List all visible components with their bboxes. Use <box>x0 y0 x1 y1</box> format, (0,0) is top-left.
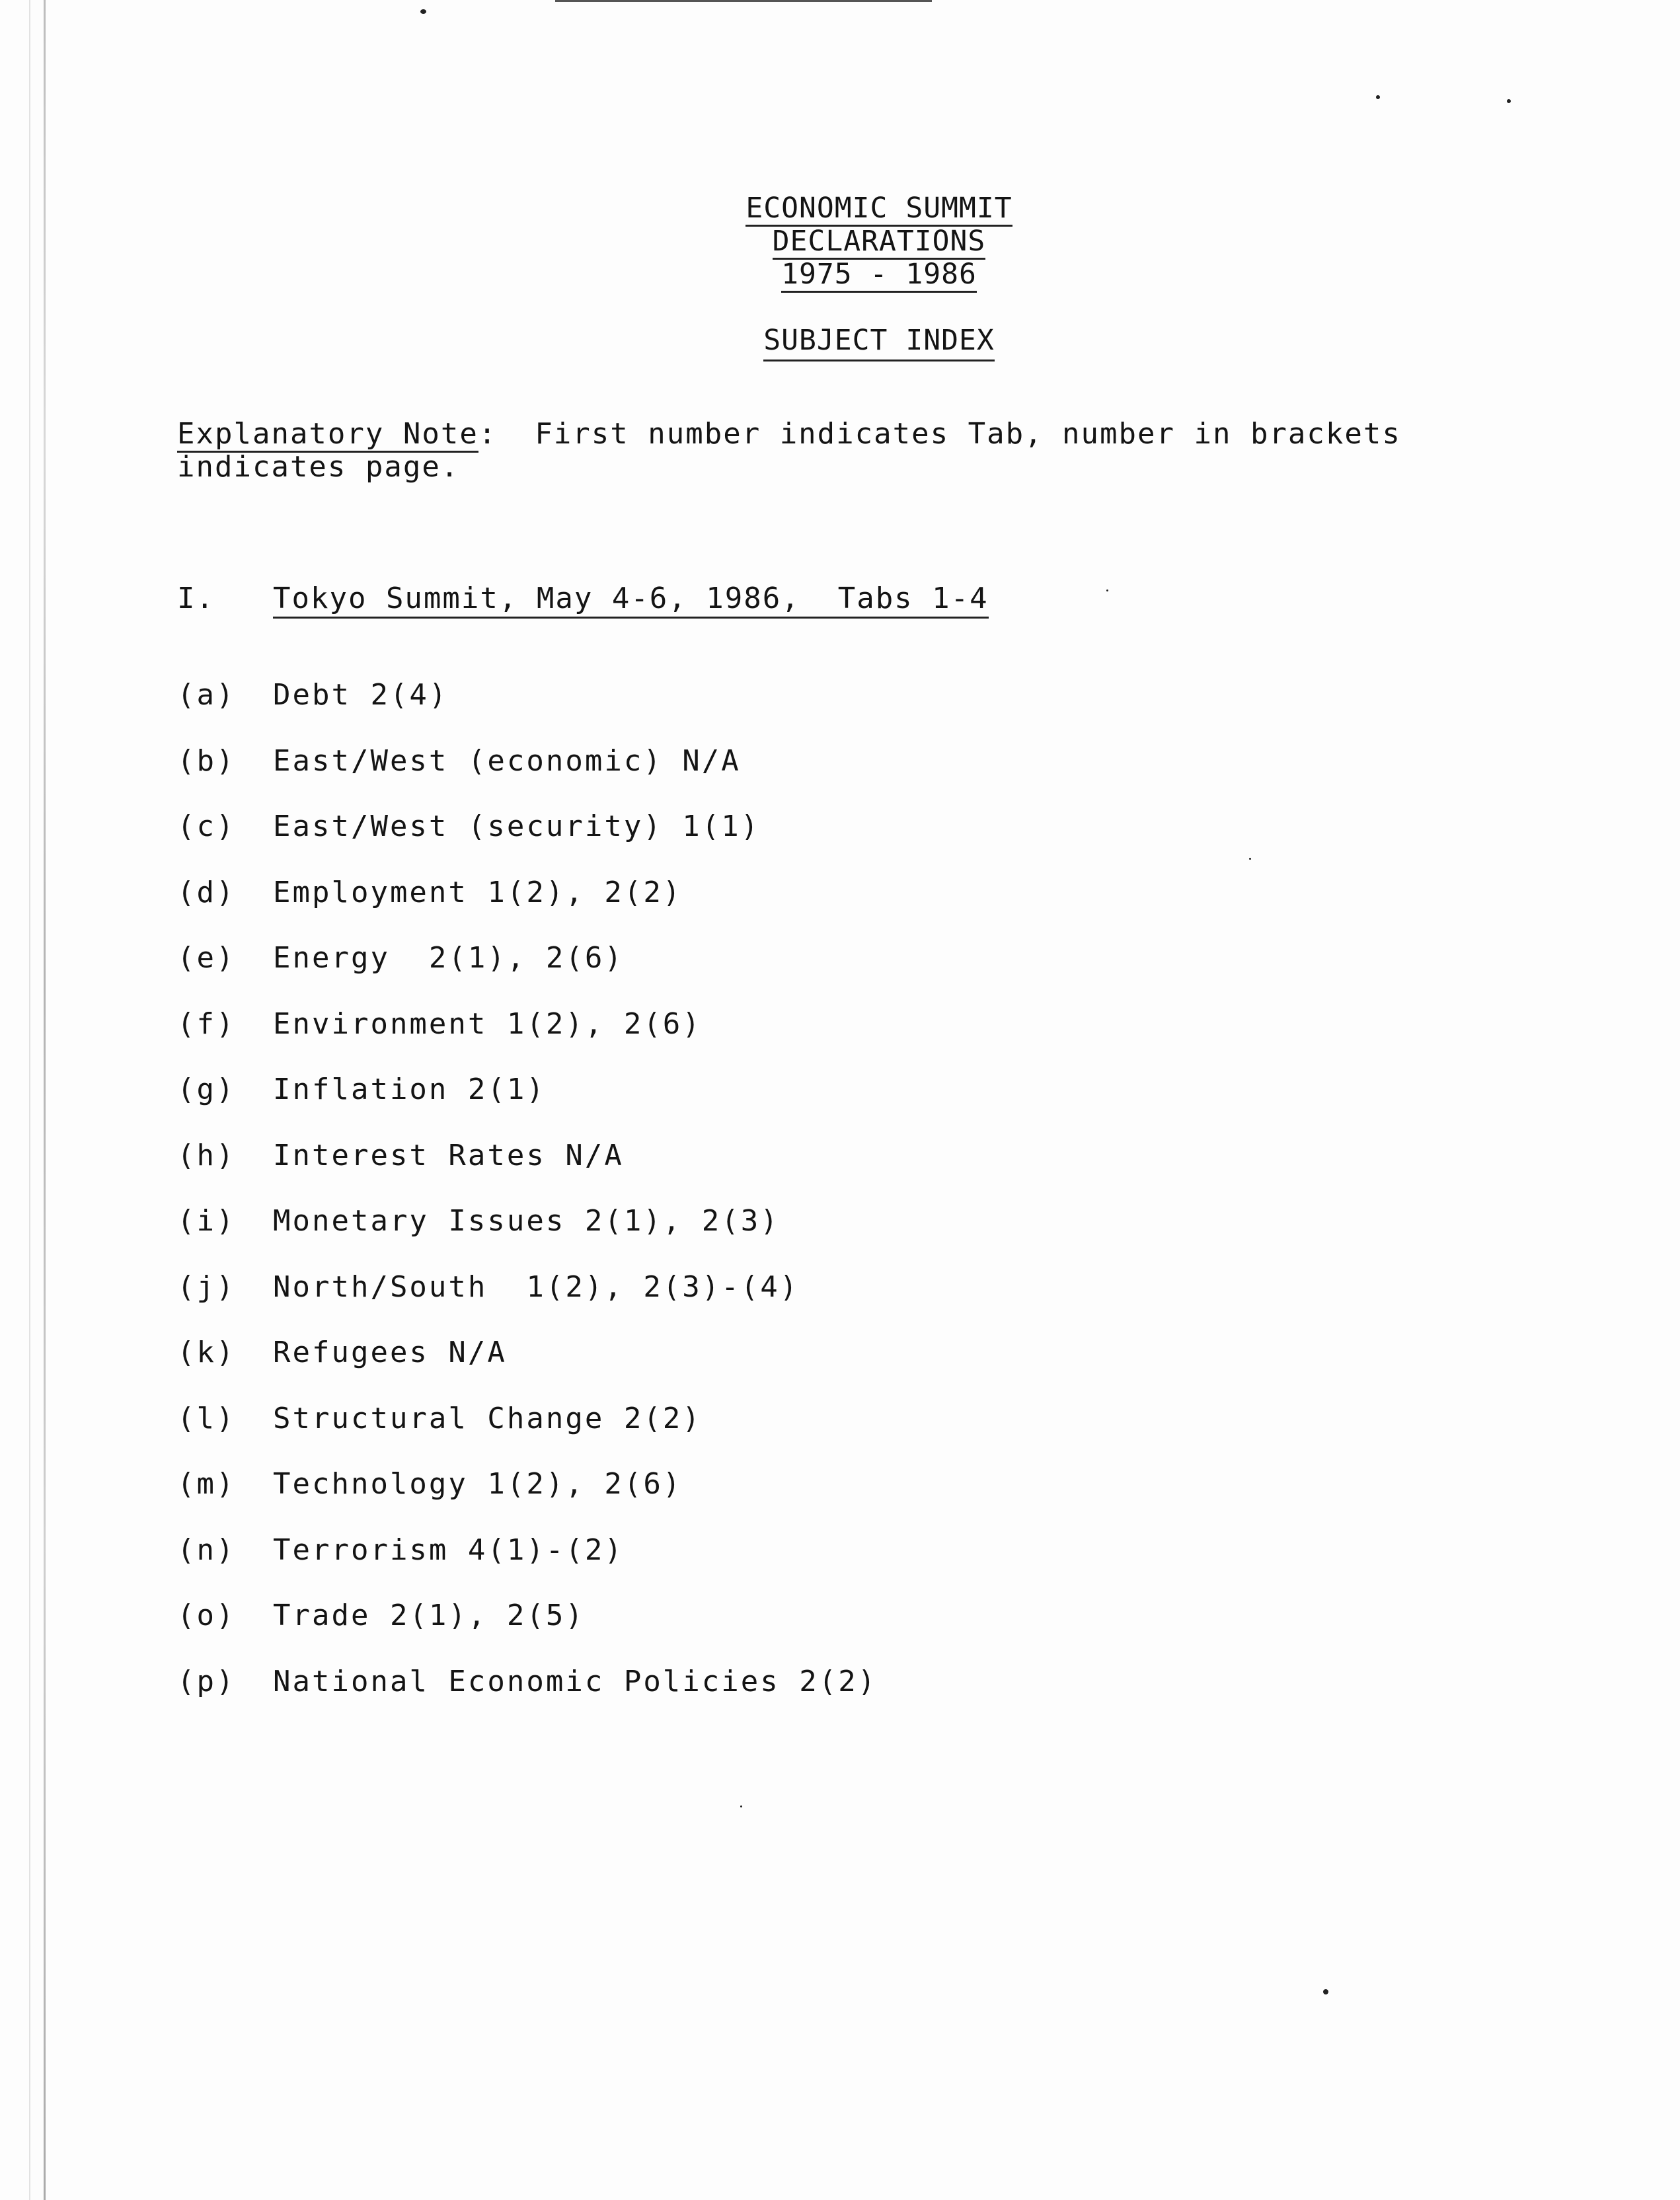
item-text: Terrorism 4(1)-(2) <box>273 1533 624 1567</box>
item-text: East/West (security) 1(1) <box>273 810 761 843</box>
subject-index-heading <box>661 324 1097 361</box>
explanatory-note <box>177 418 1499 484</box>
list-item <box>177 808 877 874</box>
list-item <box>177 1203 877 1269</box>
subject-index-label: SUBJECT INDEX <box>763 324 995 361</box>
item-letter: (k) <box>177 1336 236 1369</box>
item-letter: (d) <box>177 875 236 909</box>
section-title: Tokyo Summit, May 4-6, 1986, Tabs 1-4 <box>273 582 989 619</box>
item-text: Monetary Issues 2(1), 2(3) <box>273 1204 780 1238</box>
item-letter: (c) <box>177 810 236 843</box>
list-item <box>177 1400 877 1466</box>
title-line-1: ECONOMIC SUMMIT <box>745 192 1012 227</box>
item-text: Debt 2(4) <box>273 678 449 712</box>
scan-top-rule <box>555 0 932 2</box>
item-letter: (l) <box>177 1401 236 1435</box>
scan-binding-edge <box>44 0 46 2200</box>
item-text: East/West (economic) N/A <box>273 743 741 778</box>
item-text: Employment 1(2), 2(2) <box>273 875 683 909</box>
subject-list <box>177 677 877 1729</box>
item-letter: (o) <box>177 1599 236 1632</box>
scan-speck <box>1249 858 1251 860</box>
item-letter: (i) <box>177 1204 236 1238</box>
item-text: Structural Change 2(2) <box>273 1401 702 1435</box>
item-letter: (h) <box>177 1138 236 1172</box>
item-letter: (m) <box>177 1467 236 1501</box>
scan-speck <box>1376 95 1380 99</box>
note-label: Explanatory Note <box>177 417 478 453</box>
note-text-line2: indicates page. <box>177 450 460 484</box>
title-line-3: 1975 - 1986 <box>781 258 977 293</box>
item-letter: (b) <box>177 743 236 778</box>
item-text: Inflation 2(1) <box>273 1073 546 1106</box>
list-item <box>177 940 877 1006</box>
scan-speck <box>1507 99 1511 103</box>
item-text: North/South 1(2), 2(3)-(4) <box>273 1270 800 1304</box>
section-numeral: I. <box>177 582 215 615</box>
title-line-2: DECLARATIONS <box>773 225 986 260</box>
item-text: Environment 1(2), 2(6) <box>273 1006 702 1041</box>
document-title <box>661 192 1097 291</box>
scan-edge-artifact <box>29 0 30 2200</box>
scan-speck <box>420 9 426 14</box>
scan-speck <box>740 1805 742 1807</box>
list-item <box>177 1137 877 1203</box>
list-item <box>177 1269 877 1335</box>
list-item <box>177 1597 877 1663</box>
scan-speck <box>1323 1989 1328 1994</box>
list-item <box>177 743 877 809</box>
item-text: Energy 2(1), 2(6) <box>273 941 624 975</box>
item-text: Interest Rates N/A <box>273 1138 624 1172</box>
list-item <box>177 1663 877 1729</box>
list-item <box>177 874 877 940</box>
list-item <box>177 677 877 743</box>
item-letter: (n) <box>177 1533 236 1567</box>
section-heading <box>177 580 989 617</box>
item-letter: (j) <box>177 1270 236 1304</box>
item-text: National Economic Policies 2(2) <box>273 1664 878 1698</box>
item-text: Trade 2(1), 2(5) <box>273 1599 585 1632</box>
item-letter: (a) <box>177 678 236 712</box>
item-text: Technology 1(2), 2(6) <box>273 1467 683 1501</box>
item-letter: (f) <box>177 1006 236 1041</box>
scan-speck <box>1106 589 1108 591</box>
list-item <box>177 1466 877 1532</box>
item-letter: (g) <box>177 1073 236 1106</box>
list-item <box>177 1532 877 1598</box>
list-item <box>177 1071 877 1137</box>
list-item <box>177 1334 877 1400</box>
list-item <box>177 1006 877 1072</box>
item-letter: (p) <box>177 1664 236 1698</box>
item-text: Refugees N/A <box>273 1336 507 1369</box>
item-letter: (e) <box>177 941 236 975</box>
note-text: : First number indicates Tab, number in brackets <box>478 417 1401 451</box>
